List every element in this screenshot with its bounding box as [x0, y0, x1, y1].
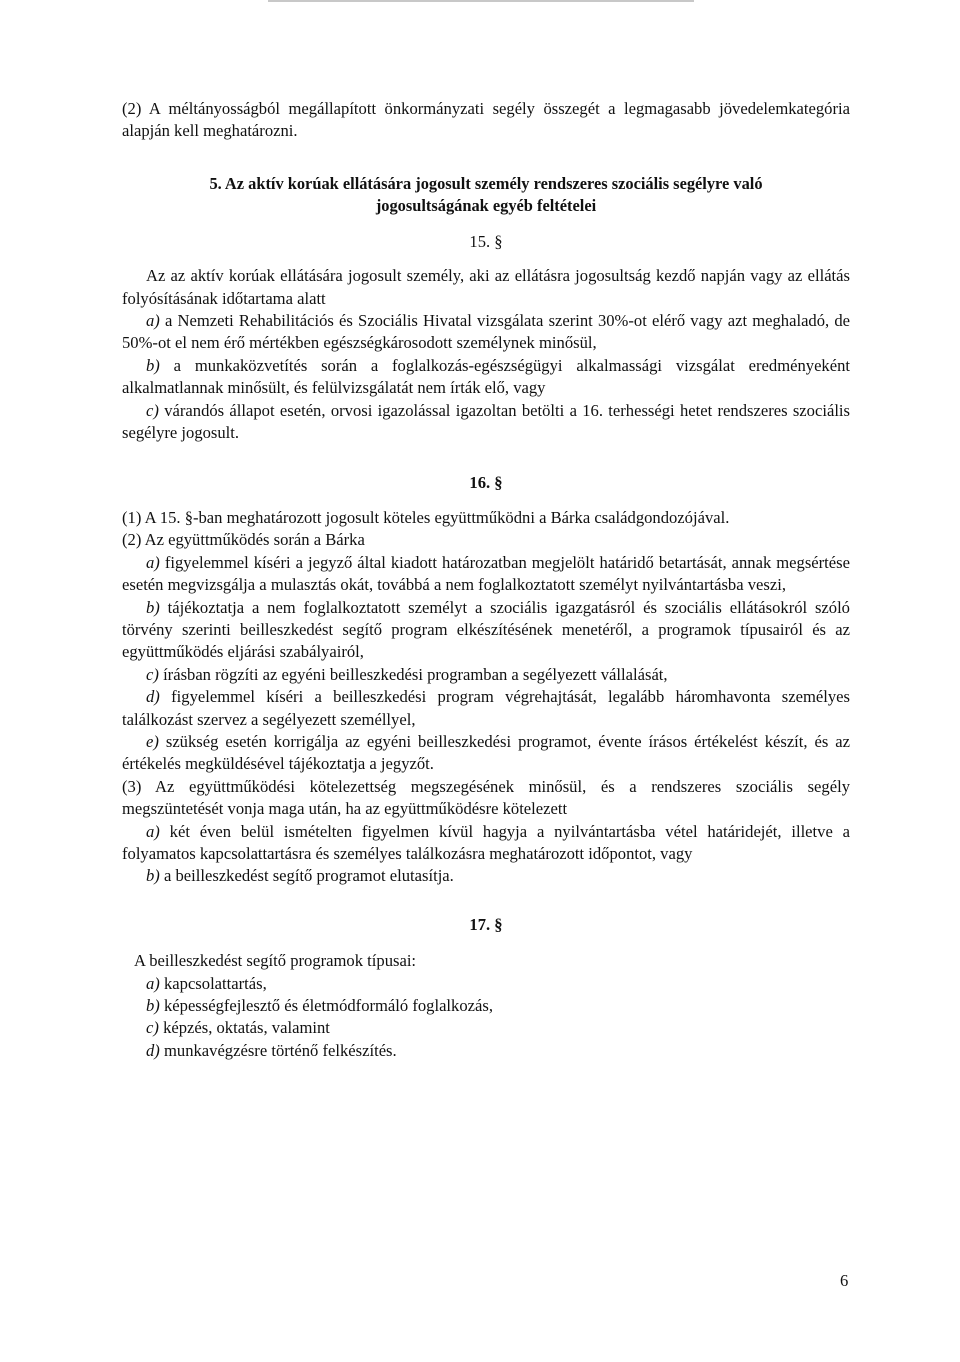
par17-item-a	[122, 973, 850, 995]
par16-p3b-text: a beilleszkedést segítő programot elutasítja.	[163, 866, 454, 886]
par16-a-label: a)	[146, 552, 160, 572]
par16-p3-item-a	[122, 821, 850, 866]
par15-intro-text: Az az aktív korúak ellátására jogosult személy, aki az ellátásra jogosultság kezdő napján vagy az ellátás folyósításának időtartama alatt	[122, 266, 850, 308]
par16-p3a-text: két éven belül ismételten figyelmen kívül hagyja a nyilvántartásba vétel határidejét, illetve a folyamatos kapcsolattartásra és személyes találkozásra meghatározott időpontot, vagy	[122, 821, 851, 863]
par16-e-label: e)	[146, 731, 159, 751]
par15-b-label: b)	[146, 355, 160, 375]
page-number: 6	[840, 1271, 849, 1290]
par17-d-label: d)	[146, 1040, 160, 1060]
par16-item-e	[122, 731, 850, 776]
par16-p3a-label: a)	[146, 821, 160, 841]
section-5-heading-line1: 5. Az aktív korúak ellátására jogosult személy rendszeres szociális segélyre való	[209, 173, 763, 193]
par17-item-d	[122, 1040, 850, 1062]
section-5-heading	[122, 173, 850, 217]
par16-p3-item-b	[122, 865, 850, 887]
par16-d-text: figyelemmel kíséri a beilleszkedési program végrehajtását, legalább háromhavonta személyes találkozást szervez a segélyezett személlyel,	[122, 687, 850, 729]
par17-c-label: c)	[146, 1018, 159, 1038]
par15-item-a	[122, 310, 850, 355]
par16-c-text: írásban rögzíti az egyéni beilleszkedési programban a segélyezett vállalását,	[163, 664, 668, 684]
par17-item-b	[122, 995, 850, 1017]
par17-intro: A beilleszkedést segítő programok típusai:	[134, 951, 417, 971]
paragraph-15-number: 15. §	[469, 231, 503, 251]
par16-p1: (1) A 15. §-ban meghatározott jogosult köteles együttműködni a Bárka családgondozójával.	[122, 507, 730, 527]
paragraph-17-number: 17. §	[469, 914, 503, 934]
top-edge-line	[268, 0, 694, 2]
par15-c-text: várandós állapot esetén, orvosi igazolással igazoltan betölti a 16. terhességi hetet rendszeres szociális segélyre jogosult.	[122, 400, 850, 443]
par16-d-label: d)	[146, 687, 160, 707]
par16-p3: (3) Az együttműködési kötelezettség megszegésének minősül, és a rendszeres szociális segély megszüntetését vonja maga után, ha az együttműködésre kötelezett	[122, 776, 850, 819]
paragraph-16-number: 16. §	[469, 473, 503, 493]
par17-item-c	[122, 1017, 850, 1039]
par15-c-label: c)	[146, 400, 159, 420]
par15-a-text: a Nemzeti Rehabilitációs és Szociális Hivatal vizsgálata szerint 30%-ot elérő vagy azt meghaladó, de 50%-ot el nem érő mértékben egészségkárosodott személynek minősül,	[122, 311, 850, 353]
section-5-heading-line2: jogosultságának egyéb feltételei	[375, 195, 597, 215]
par16-item-b	[122, 597, 850, 664]
par16-c-label: c)	[146, 664, 159, 684]
par17-d-text: munkavégzésre történő felkészítés.	[163, 1040, 397, 1060]
par15-b-text: a munkaközvetítés során a foglalkozás-egészségügyi alkalmassági vizsgálat eredményeként alkalmatlannak minősült, és felülvizsgálatát nem írták elő, vagy	[122, 355, 851, 398]
par16-item-c	[122, 664, 850, 686]
par16-p3b-label: b)	[146, 866, 160, 886]
par16-a-text: figyelemmel kíséri a jegyző által kiadott határozatban megjelölt határidő betartását, annak megsértése esetén megvizsgálja a mulasztás okát, továbbá a nem foglalkoztatott személyt nyilvántartásba veszi,	[122, 552, 850, 595]
par16-b-text: tájékoztatja a nem foglalkoztatott személyt a szociális igazgatásról és szociális ellátásokról szóló törvény szerinti beilleszkedést segítő program elkészítésének menetéről, a programok típusairól és az együttműködés eljárási szabályairól,	[122, 597, 850, 662]
par15-a-label: a)	[146, 311, 160, 331]
par17-b-label: b)	[146, 996, 160, 1015]
par16-p2: (2) Az együttműködés során a Bárka	[122, 530, 365, 550]
par16-item-a	[122, 552, 850, 597]
paragraph-2-intro: (2) A méltányosságból megállapított önkormányzati segély összegét a legmagasabb jövedelemkategória alapján kell meghatározni.	[122, 99, 850, 141]
par15-intro	[122, 265, 850, 310]
par16-e-text: szükség esetén korrigálja az egyéni beilleszkedési programot, évente írásos értékelést készít, és az értékelés megküldésével tájékoztatja a jegyzőt.	[122, 731, 850, 774]
par16-b-label: b)	[146, 597, 160, 617]
par17-a-label: a)	[146, 973, 160, 993]
par17-a-text: kapcsolattartás,	[163, 973, 267, 993]
par15-item-b	[122, 355, 850, 400]
document-page	[122, 98, 850, 1062]
par17-c-text: képzés, oktatás, valamint	[163, 1018, 330, 1038]
par16-item-d	[122, 686, 850, 731]
par17-b-text: képességfejlesztő és életmódformáló foglalkozás,	[163, 996, 493, 1015]
par15-item-c	[122, 400, 850, 445]
